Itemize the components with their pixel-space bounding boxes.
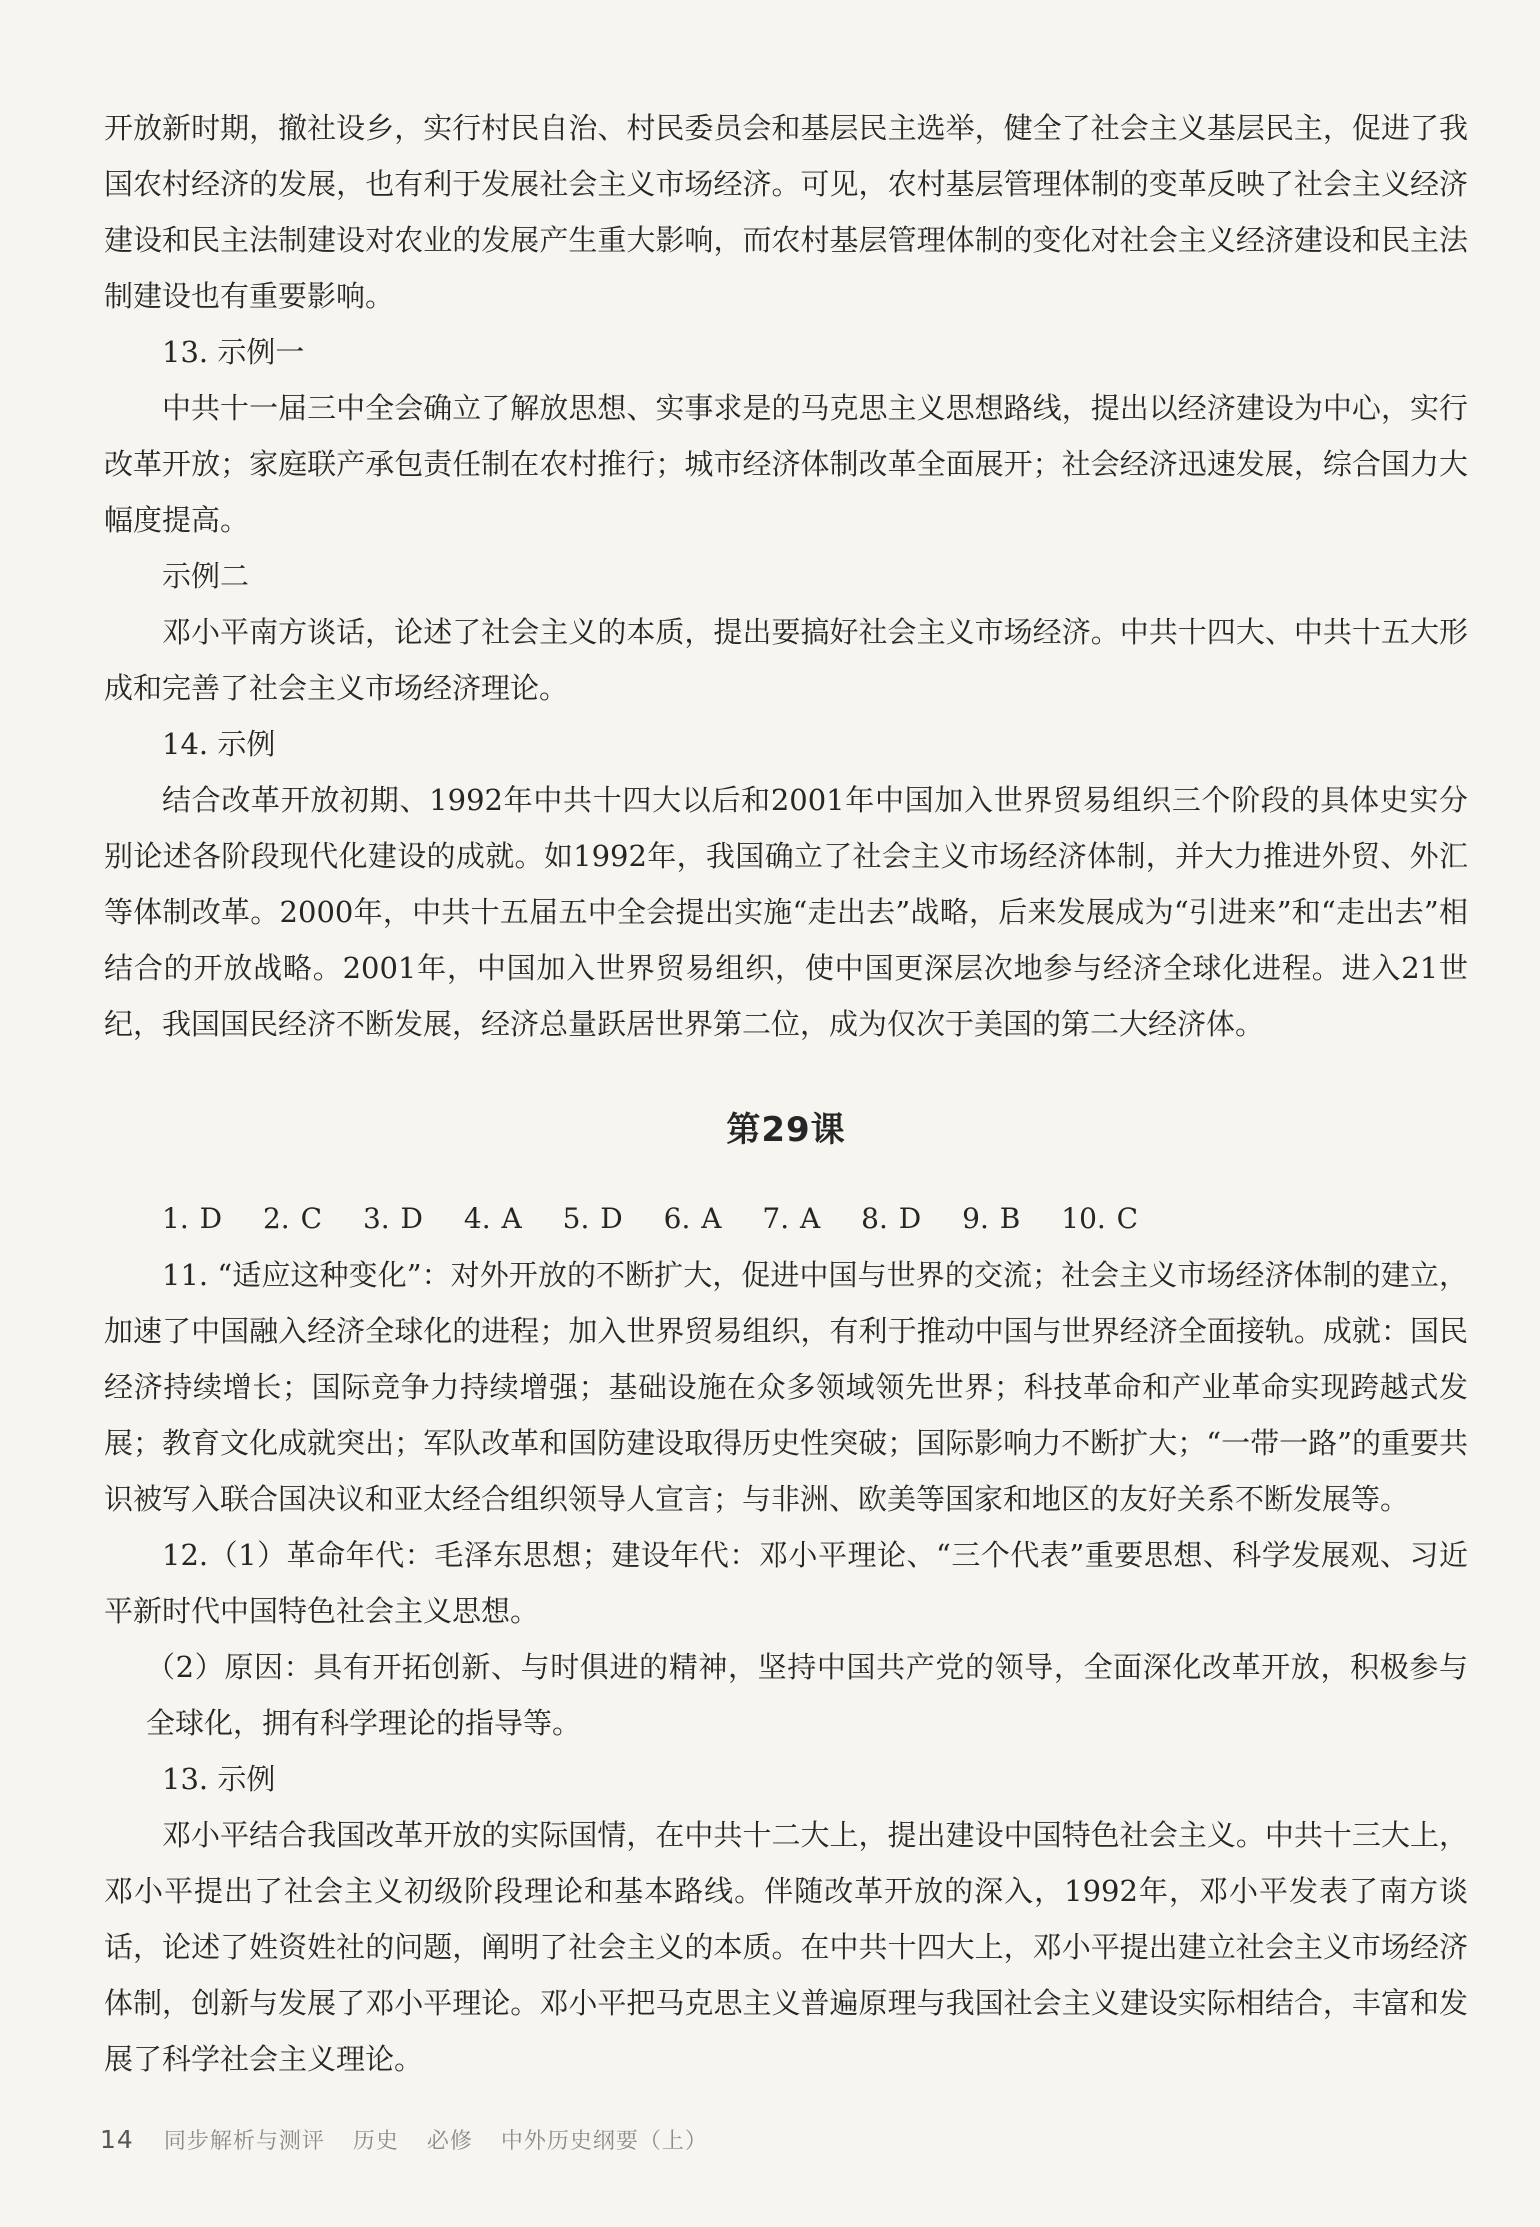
answer-item: 8. D — [861, 1202, 922, 1235]
page-footer — [100, 2124, 728, 2155]
footer-type: 必修 — [426, 2129, 473, 2154]
answer-item: 4. A — [463, 1202, 522, 1235]
answer-item: 5. D — [562, 1202, 623, 1235]
question-11-text: 11. “适应这种变化”：对外开放的不断扩大，促进中国与世界的交流；社会主义市场经济体制的建立，加速了中国融入经济全球化的进程；加入世界贸易组织，有利于推动中国与世界经济全面接轨。成就：国民经济持续增长；国际竞争力持续增强；基础设施在众多领域领先世界；科技革命和产业革命实现跨越式发展；教育文化成就突出；军队改革和国防建设取得历史性突破；国际影响力不断扩大；“一带一路”的重要共识被写入联合国决议和亚太经合组织领导人宣言；与非洲、欧美等国家和地区的友好关系不断发展等。 — [104, 1258, 1468, 1516]
answer-item: 1. D — [162, 1202, 223, 1235]
answer-item: 10. C — [1061, 1202, 1139, 1235]
question-14-text: 结合改革开放初期、1992年中共十四大以后和2001年中国加入世界贸易组织三个阶段的具体史实分别论述各阶段现代化建设的成就。如1992年，我国确立了社会主义市场经济体制，并大力推进外贸、外汇等体制改革。2000年，中共十五届五中全会提出实施“走出去”战略，后来发展成为“引进来”和“走出去”相结合的开放战略。2001年，中国加入世界贸易组织，使中国更深层次地参与经济全球化进程。进入21世纪，我国国民经济不断发展，经济总量跃居世界第二位，成为仅次于美国的第二大经济体。 — [104, 783, 1468, 1041]
question-14-label: 14. 示例 — [162, 727, 276, 761]
question-13b-label: 13. 示例 — [162, 1762, 276, 1796]
example-2-text: 邓小平南方谈话，论述了社会主义的本质，提出要搞好社会主义市场经济。中共十四大、中共十五大形成和完善了社会主义市场经济理论。 — [104, 615, 1468, 705]
example-1-text: 中共十一届三中全会确立了解放思想、实事求是的马克思主义思想路线，提出以经济建设为中心，实行改革开放；家庭联产承包责任制在农村推行；城市经济体制改革全面展开；社会经济迅速发展，综合国力大幅度提高。 — [104, 391, 1468, 537]
answer-item: 3. D — [362, 1202, 424, 1235]
paragraph-continuation: 开放新时期，撤社设乡，实行村民自治、村民委员会和基层民主选举，健全了社会主义基层民主，促进了我国农村经济的发展，也有利于发展社会主义市场经济。可见，农村基层管理体制的变革反映了社会主义经济建设和民主法制建设对农业的发展产生重大影响，而农村基层管理体制的变化对社会主义经济建设和民主法制建设也有重要影响。 — [104, 111, 1468, 313]
question-12-part-2: （2）原因：具有开拓创新、与时俱进的精神，坚持中国共产党的领导，全面深化改革开放，积极参与全球化，拥有科学理论的指导等。 — [146, 1650, 1468, 1740]
answer-item: 2. C — [262, 1202, 323, 1235]
answer-item: 7. A — [762, 1202, 821, 1235]
page-number: 14 — [100, 2125, 134, 2154]
footer-subject: 历史 — [352, 2129, 399, 2154]
answer-item: 6. A — [663, 1202, 722, 1235]
question-13-label: 13. 示例一 — [162, 335, 305, 369]
question-12-part-1: 12.（1）革命年代：毛泽东思想；建设年代：邓小平理论、“三个代表”重要思想、科学发展观、习近平新时代中国特色社会主义思想。 — [104, 1538, 1468, 1628]
lesson-title: 第29课 — [726, 1110, 846, 1150]
question-13b-text: 邓小平结合我国改革开放的实际国情，在中共十二大上，提出建设中国特色社会主义。中共十三大上，邓小平提出了社会主义初级阶段理论和基本路线。伴随改革开放的深入，1992年，邓小平发表了南方谈话，论述了姓资姓社的问题，阐明了社会主义的本质。在中共十四大上，邓小平提出建立社会主义市场经济体制，创新与发展了邓小平理论。邓小平把马克思主义普遍原理与我国社会主义建设实际相结合，丰富和发展了科学社会主义理论。 — [104, 1818, 1468, 2076]
example-2-label: 示例二 — [162, 559, 250, 593]
footer-book-title: 同步解析与测评 — [163, 2129, 325, 2154]
footer-volume: 中外历史纲要（上） — [500, 2129, 708, 2154]
answer-item: 9. B — [962, 1202, 1021, 1235]
multiple-choice-answers — [104, 1191, 1468, 1247]
main-content — [104, 100, 1468, 2087]
